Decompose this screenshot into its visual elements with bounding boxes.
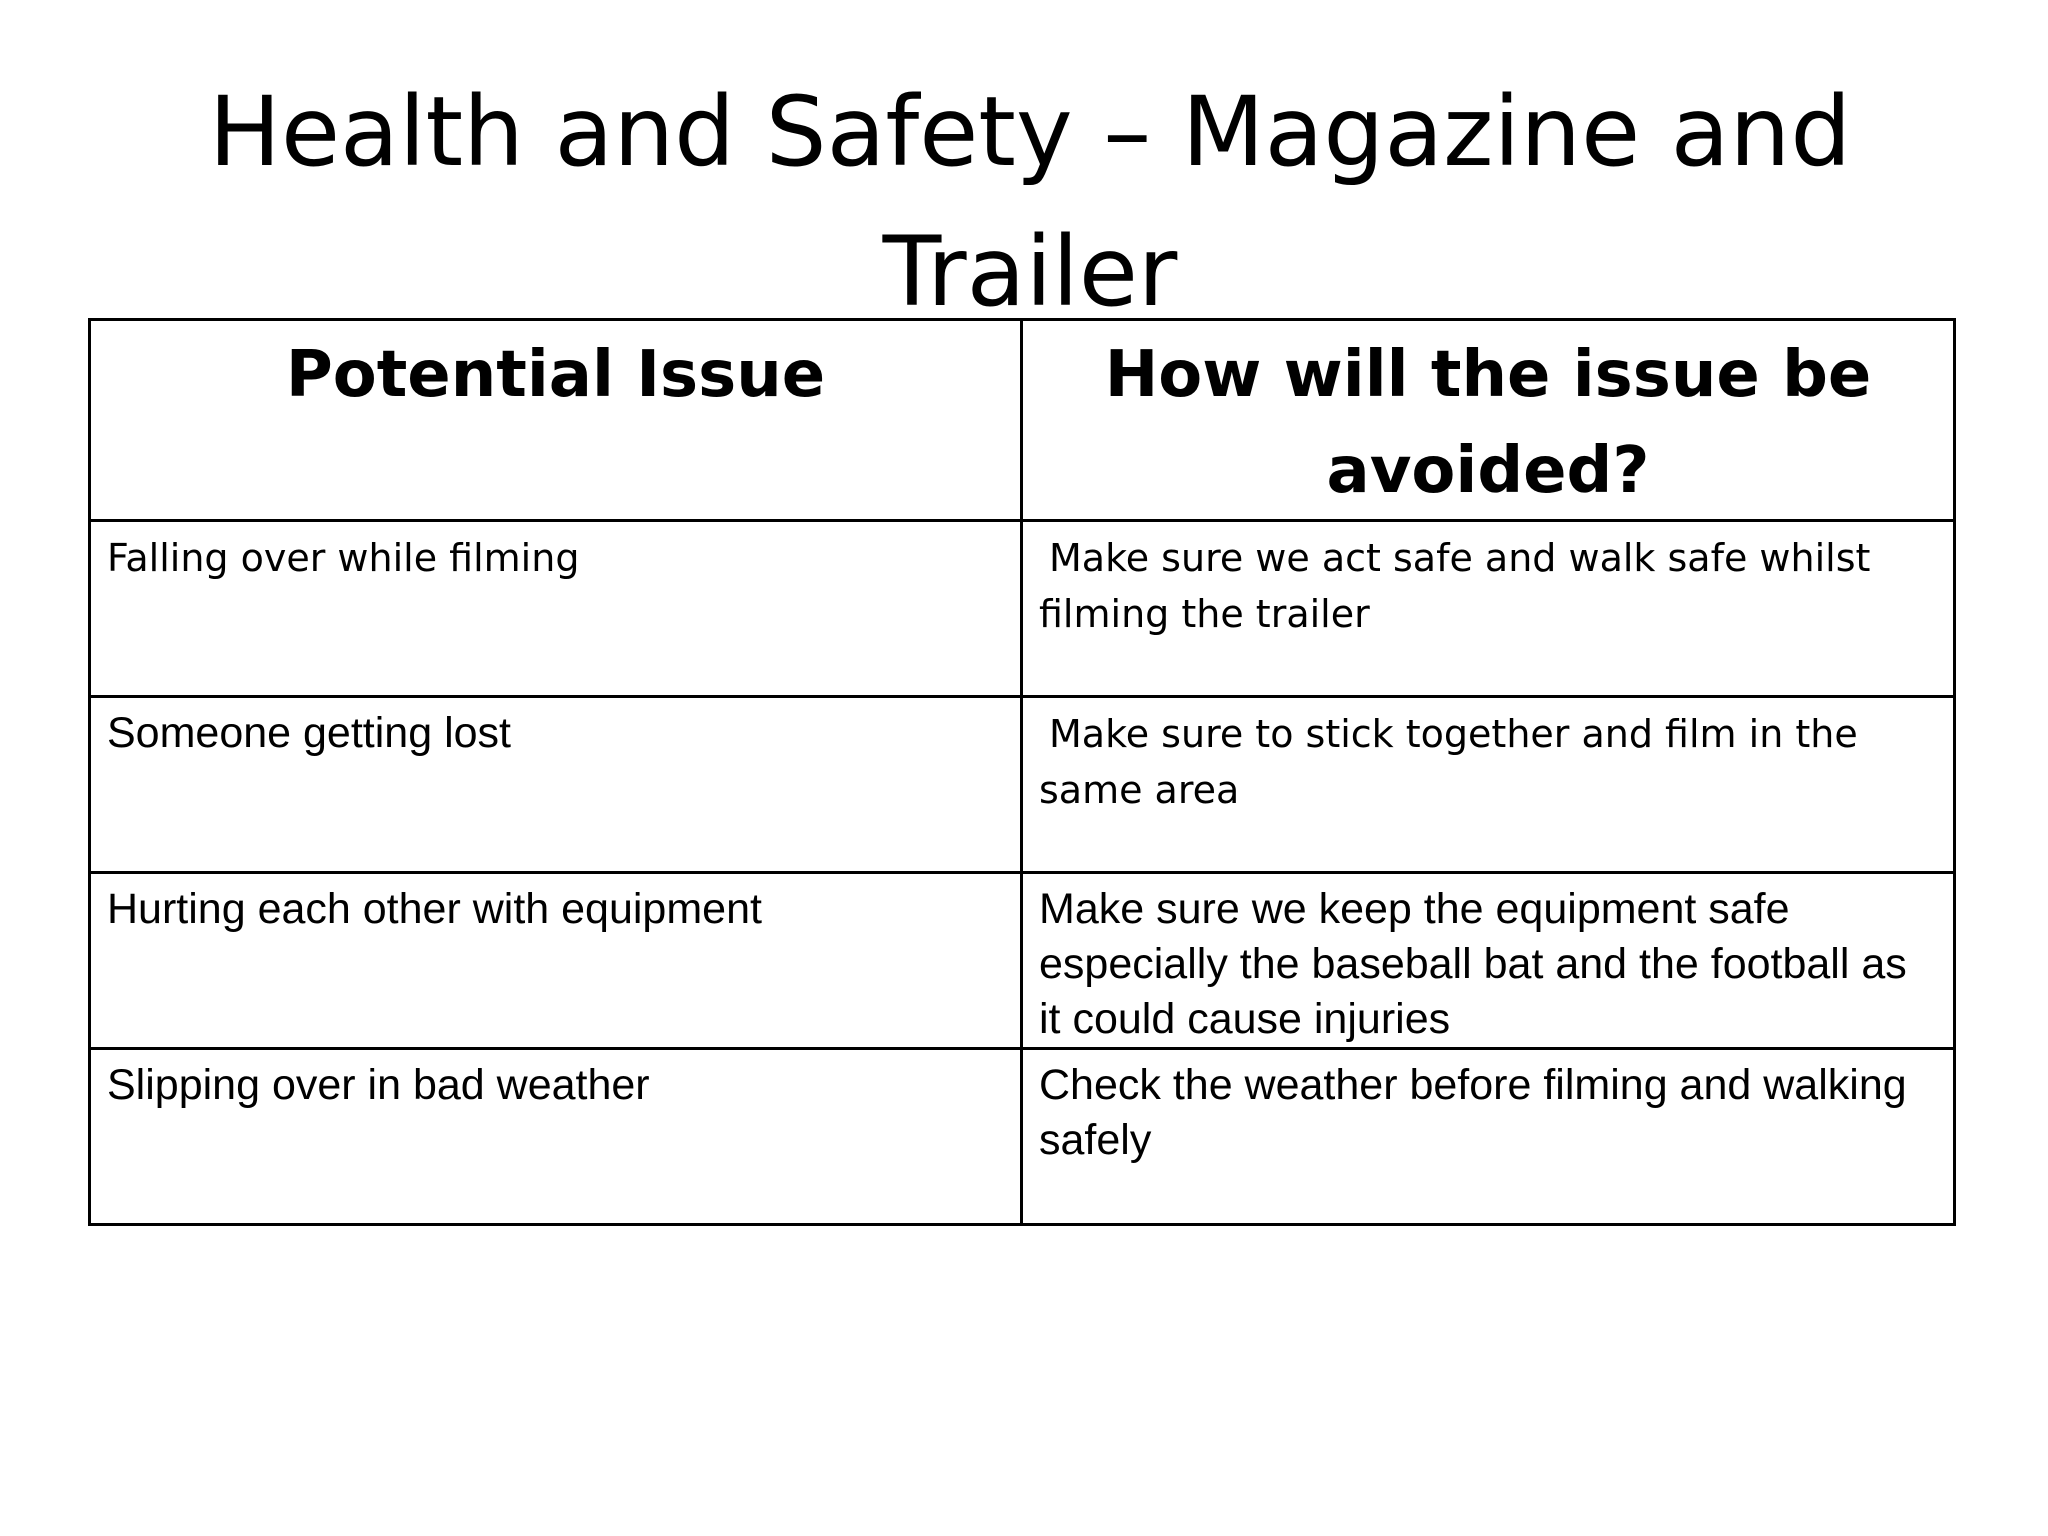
table-row — [90, 697, 1955, 873]
table-row — [90, 1049, 1955, 1225]
avoidance-cell — [1022, 521, 1955, 697]
issue-cell: Falling over while filming — [90, 521, 1022, 697]
slide-title: Health and Safety – Magazine and Trailer — [208, 76, 1852, 328]
issue-cell: Someone getting lost — [90, 697, 1022, 873]
table-header-row — [90, 320, 1955, 521]
avoidance-cell — [1022, 697, 1955, 873]
table-row — [90, 873, 1955, 1049]
health-safety-table — [88, 318, 1956, 1226]
avoidance-text: Make sure we act safe and walk safe whilst filming the trailer — [1039, 536, 1871, 636]
table-row — [90, 521, 1955, 697]
avoidance-cell: Check the weather before filming and walking safely — [1022, 1049, 1955, 1225]
header-potential-issue: Potential Issue — [90, 320, 1022, 521]
header-avoidance: How will the issue be avoided? — [1022, 320, 1955, 521]
avoidance-text: Make sure to stick together and film in the same area — [1039, 712, 1858, 812]
issue-cell: Slipping over in bad weather — [90, 1049, 1022, 1225]
avoidance-cell: Make sure we keep the equipment safe especially the baseball bat and the football as it could cause injuries — [1022, 873, 1955, 1049]
issue-cell: Hurting each other with equipment — [90, 873, 1022, 1049]
